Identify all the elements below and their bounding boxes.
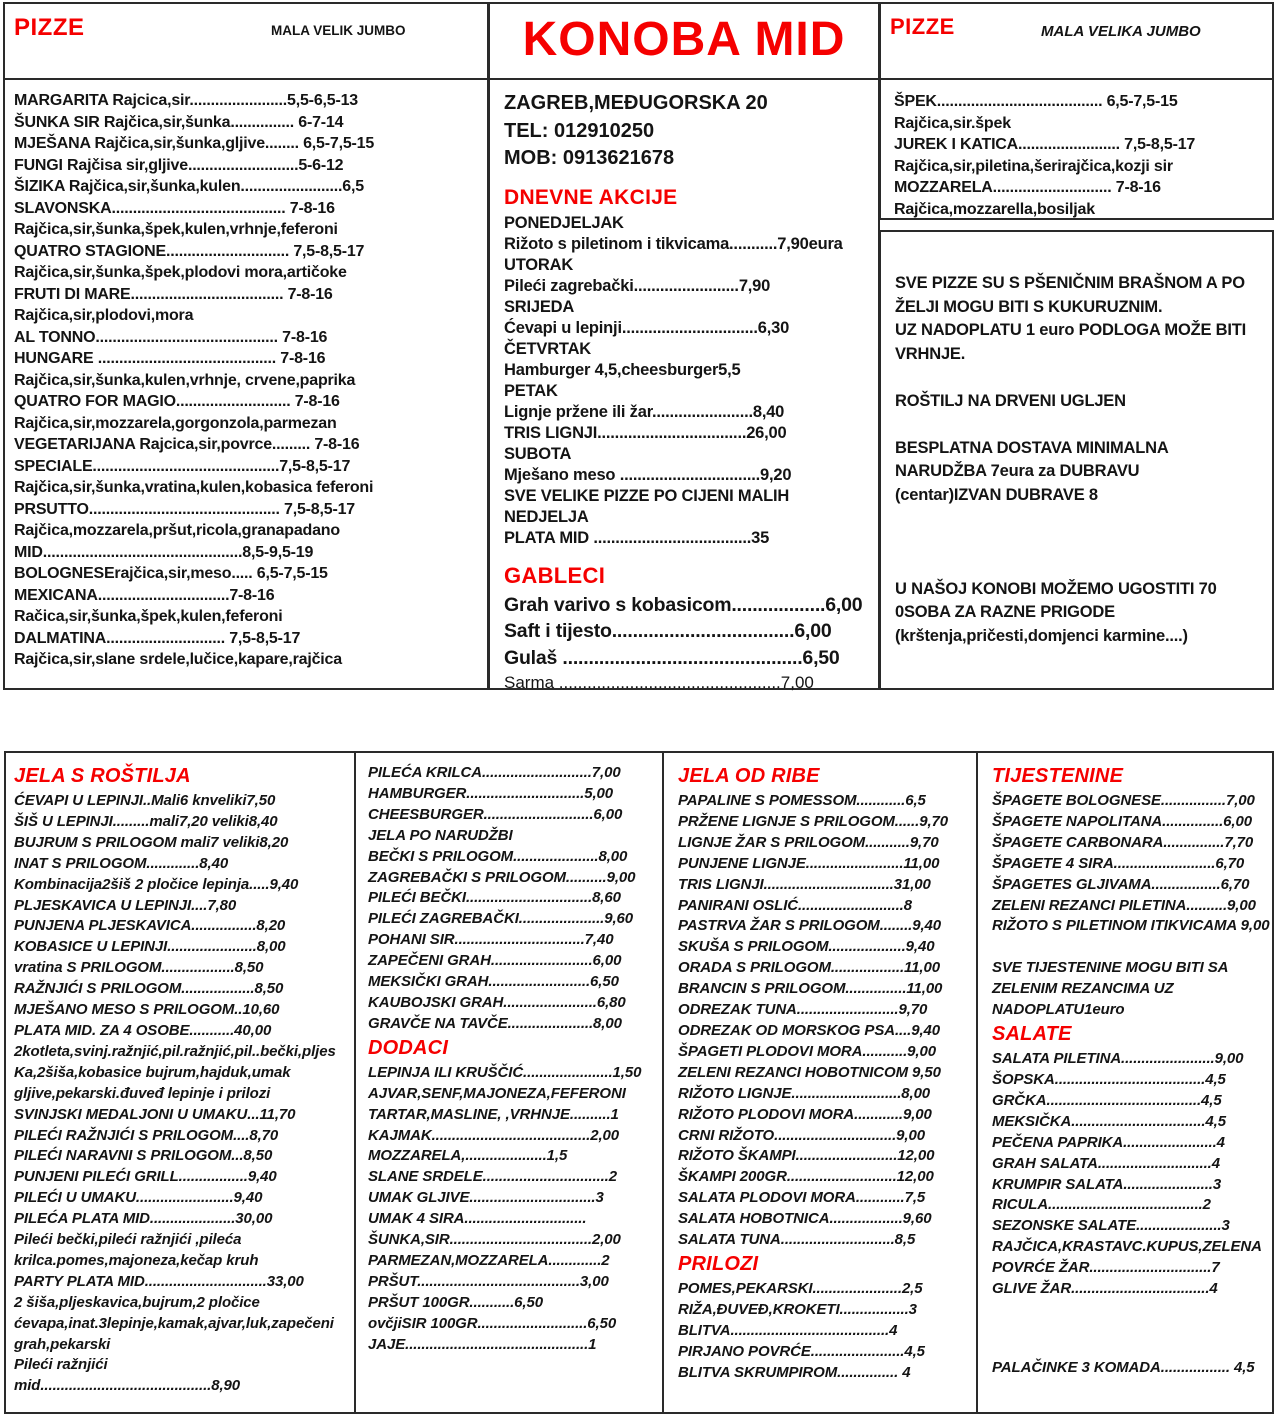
menu-line: BLITVA SKRUMPIROM............... 4 <box>678 1363 911 1381</box>
pancakes-line: PALAČINKE 3 KOMADA................. 4,5 <box>992 1358 1255 1376</box>
menu-line: PAPALINE S POMESSOM............6,5 <box>678 792 926 809</box>
menu-line: JUREK I KATICA........................ 7,5-8,5-17 <box>894 136 1196 153</box>
menu-line: ćevapa,inat.3lepinje,kamak,ajvar,luk,zapečeni <box>14 1314 334 1332</box>
menu-line: MOZZARELA............................ 7-8-16 <box>894 179 1161 196</box>
pizza-right-header <box>881 4 1272 80</box>
menu-line: BLITVA.......................................4 <box>678 1321 898 1339</box>
menu-line: SUBOTA <box>504 444 572 463</box>
menu-line: Gulaš ..............................................6,50 <box>504 646 840 669</box>
prilozi-list <box>678 1279 976 1384</box>
menu-line: PASTRVA ŽAR S PRILOGOM........9,40 <box>678 917 942 935</box>
menu-line: GLIVE ŽAR..................................4 <box>992 1280 1218 1298</box>
menu-line: PLATA MID ....................................35 <box>504 528 770 547</box>
orders-column <box>356 753 662 1412</box>
prilozi-title: PRILOZI <box>678 1252 759 1275</box>
menu-line: SRIJEDA <box>504 297 575 316</box>
pizza-right-box <box>879 2 1274 220</box>
grill-column <box>6 753 354 1412</box>
pizza-right-list <box>881 80 1272 220</box>
menu-line: QUATRO STAGIONE............................. 7,5-8,5-17 <box>14 242 365 260</box>
menu-line: HUNGARE .......................................... 7-8-16 <box>14 350 326 367</box>
menu-line: GRČKA......................................4,5 <box>992 1091 1222 1109</box>
menu-line: PLATA MID. ZA 4 OSOBE...........40,00 <box>14 1021 272 1039</box>
menu-line: POHANI SIR................................7,40 <box>368 931 614 949</box>
menu-line: RAŽNJIĆI S PRILOGOM..................8,50 <box>14 980 284 998</box>
menu-line: RIŽOTO ŠKAMPI.........................12,00 <box>678 1147 935 1165</box>
menu-line: SPECIALE............................................7,5-8,5-17 <box>14 457 351 475</box>
menu-line: MEKSIČKI GRAH.........................6,50 <box>368 973 619 991</box>
menu-line: GRAH SALATA............................4 <box>992 1154 1220 1172</box>
menu-line: MJEŠANO MESO S PRILOGOM..10,60 <box>14 1001 280 1019</box>
menu-line: PILEĆI NARAVNI S PRILOGOM...8,50 <box>14 1147 273 1165</box>
menu-line: Kombinacija2šiš 2 pločice lepinja.....9,40 <box>14 875 299 893</box>
menu-line: Saft i tijesto...................................6,00 <box>504 620 832 642</box>
menu-line: JAJE.............................................1 <box>368 1335 597 1353</box>
menu-line: LEPINJA ILI KRUŠČIĆ......................1,50 <box>368 1063 642 1081</box>
pizza-left-box <box>3 2 489 690</box>
menu-line: ŠIZIKA Rajčica,sir,šunka,kulen........................6,5 <box>14 178 364 195</box>
menu-line: MID...............................................8,5-9,5-19 <box>14 543 314 561</box>
fish-column <box>664 753 976 1412</box>
menu-line: GRAVČE NA TAVČE.....................8,00 <box>368 1014 622 1032</box>
gableci-title: GABLECI <box>504 562 606 588</box>
menu-line: Rajčica,sir,slane srdele,lučice,kapare,rajčica <box>14 651 342 668</box>
menu-line: Rajčica,sir,mozzarela,gorgonzola,parmezan <box>14 414 337 432</box>
menu-line: Rajčica,sir.špek <box>894 114 1011 132</box>
menu-line: PILEĆI BEČKI...............................8,60 <box>368 889 621 907</box>
menu-line: Hamburger 4,5,cheesburger5,5 <box>504 360 741 379</box>
menu-line: RIŽA,ĐUVEĐ,KROKETI.................3 <box>678 1300 917 1318</box>
dodaci-list <box>368 1063 662 1356</box>
menu-line: MOZZARELA,....................1,5 <box>368 1147 568 1165</box>
menu-line: KRUMPIR SALATA......................3 <box>992 1175 1222 1193</box>
menu-line: INAT S PRILOGOM.............8,40 <box>14 854 229 872</box>
menu-line: gljive,pekarski.đuveđ lepinje i prilozi <box>14 1084 271 1102</box>
menu-line: KAUBOJSKI GRAH.......................6,80 <box>368 993 626 1011</box>
orders-list <box>368 763 662 1035</box>
menu-line: SEZONSKE SALATE.....................3 <box>992 1217 1230 1235</box>
center-body <box>490 80 878 695</box>
menu-line: RIŽOTO PLODOVI MORA............9,00 <box>678 1105 932 1123</box>
menu-line: AJVAR,SENF,MAJONEZA,FEFERONI <box>368 1084 626 1102</box>
menu-line: ZELENIM REZANCIMA UZ <box>992 980 1174 998</box>
menu-line: ZELENI REZANCI HOBOTNICOM 9,50 <box>678 1063 941 1081</box>
info-text <box>881 232 1272 648</box>
menu-line: SALATA HOBOTNICA..................9,60 <box>678 1210 932 1228</box>
menu-line: ŠPAGETES GLJIVAMA.................6,70 <box>992 875 1250 893</box>
menu-line: (centar)IZVAN DUBRAVE 8 <box>895 485 1098 504</box>
menu-line: SKUŠA S PRILOGOM...................9,40 <box>678 938 935 956</box>
menu-line: PLJESKAVICA U LEPINJI....7,80 <box>14 896 237 914</box>
menu-line: krilca.pomes,majoneza,kečap kruh <box>14 1251 259 1269</box>
gableci-sarma-line: Sarma ...............................................7,00 <box>504 673 814 692</box>
menu-line: PONEDJELJAK <box>504 213 624 232</box>
menu-line: ŠPAGETE 4 SIRA.........................6,70 <box>992 854 1245 872</box>
menu-line: LIGNJE ŽAR S PRILOGOM...........9,70 <box>678 833 939 851</box>
menu-line: FRUTI DI MARE.................................... 7-8-16 <box>14 285 333 303</box>
menu-line: UMAK GLJIVE...............................3 <box>368 1189 604 1207</box>
menu-line: ŠUNKA SIR Rajčica,sir,šunka............... 6-7-14 <box>14 113 344 131</box>
menu-line: ovčjiSIR 100GR...........................6,50 <box>368 1314 617 1332</box>
menu-line: RIŽOTO S PILETINOM ITIKVICAMA 9,00 <box>992 917 1270 935</box>
menu-line: PUNJENE LIGNJE........................11,00 <box>678 854 940 872</box>
menu-line: SALATA TUNA............................8,5 <box>678 1231 916 1249</box>
menu-line: PETAK <box>504 381 558 400</box>
gableci-list <box>504 592 870 672</box>
salads-title: SALATE <box>992 1023 1072 1046</box>
menu-line: UZ NADOPLATU 1 euro PODLOGA MOŽE BITI <box>895 321 1247 339</box>
menu-line: ZELENI REZANCI PILETINA..........9,00 <box>992 896 1256 914</box>
grill-title: JELA S ROŠTILJA <box>14 765 191 787</box>
fish-list <box>678 791 976 1251</box>
menu-line: NADOPLATU1euro <box>992 1001 1125 1019</box>
menu-line: ZAPEČENI GRAH.........................6,00 <box>368 952 622 970</box>
menu-line: 2kotleta,svinj.ražnjić,pil.ražnjić,pil..bečki,pljes <box>14 1042 336 1060</box>
pasta-note <box>992 958 1276 1021</box>
pasta-column <box>978 753 1276 1412</box>
menu-line: NARUDŽBA 7eura za DUBRAVU <box>895 462 1140 480</box>
menu-line: QUATRO FOR MAGIO........................... 7-8-16 <box>14 393 340 410</box>
menu-line: POVRĆE ŽAR..............................7 <box>992 1259 1220 1277</box>
menu-line: ĆEVAPI U LEPINJI..Mali6 knveliki7,50 <box>14 792 276 809</box>
menu-line: BRANCIN S PRILOGOM...............11,00 <box>678 980 943 998</box>
menu-line: VRHNJE. <box>895 344 966 363</box>
pizza-left-list <box>5 80 487 671</box>
menu-line: grah,pekarski <box>14 1335 111 1353</box>
menu-line: SALATA PLODOVI MORA............7,5 <box>678 1189 926 1207</box>
menu-line: CHEESBURGER...........................6,00 <box>368 805 623 823</box>
menu-line: PRŽENE LIGNJE S PRILOGOM......9,70 <box>678 812 948 830</box>
menu-line: Rajčica,mozzarela,pršut,ricola,granapadano <box>14 522 340 539</box>
menu-line: Rajčica,mozzarella,bosiljak <box>894 200 1095 218</box>
bottom-table <box>4 751 1274 1414</box>
menu-line: PANIRANI OSLIĆ..........................8 <box>678 896 912 914</box>
info-box <box>879 230 1274 690</box>
pizza-left-header <box>5 4 487 80</box>
menu-line: POMES,PEKARSKI......................2,5 <box>678 1279 923 1297</box>
menu-line: RAJČICA,KRASTAVC.KUPUS,ZELENA <box>992 1238 1262 1256</box>
menu-line: BOLOGNESErajčica,sir,meso..... 6,5-7,5-15 <box>14 565 328 582</box>
fish-title: JELA OD RIBE <box>678 765 820 787</box>
address-block <box>504 90 870 173</box>
pizza-left-title: PIZZE <box>14 14 85 41</box>
menu-line: ODREZAK OD MORSKOG PSA....9,40 <box>678 1021 941 1039</box>
menu-line: ŠOPSKA.....................................4,5 <box>992 1070 1226 1088</box>
menu-line: PUNJENI PILEĆI GRILL.................9,40 <box>14 1168 277 1186</box>
menu-line: SVE VELIKE PIZZE PO CIJENI MALIH <box>504 486 790 505</box>
menu-line: KOBASICE U LEPINJI......................8,00 <box>14 938 286 956</box>
menu-line: CRNI RIŽOTO..............................9,00 <box>678 1126 925 1144</box>
menu-line: ODREZAK TUNA.........................9,70 <box>678 1001 928 1019</box>
menu-line: ŠPEK....................................... 6,5-7,5-15 <box>894 93 1178 110</box>
menu-line: JELA PO NARUDŽBI <box>368 826 513 844</box>
menu-line: PARMEZAN,MOZZARELA.............2 <box>368 1251 610 1269</box>
menu-line: Račica,sir,šunka,špek,kulen,feferoni <box>14 608 283 625</box>
menu-line: PEČENA PAPRIKA.......................4 <box>992 1133 1225 1151</box>
pizza-right-sizes-header: MALA VELIKA JUMBO <box>1041 23 1201 40</box>
menu-line: ŠIŠ U LEPINJI.........mali7,20 veliki8,40 <box>14 812 278 830</box>
menu-line: Lignje pržene ili žar.......................8,40 <box>504 402 785 421</box>
menu-line: ŽELJI MOGU BITI S KUKURUZNIM. <box>895 297 1163 316</box>
menu-line: MJEŠANA Rajčica,sir,šunka,gljive........ 6,5-7,5-15 <box>14 135 375 152</box>
menu-line: ŠPAGETE CARBONARA...............7,70 <box>992 833 1254 851</box>
menu-line: (krštenja,pričesti,domjenci karmine....) <box>895 626 1188 645</box>
menu-line: mid..........................................8,90 <box>14 1377 240 1395</box>
menu-line: PILEĆI U UMAKU........................9,40 <box>14 1189 263 1207</box>
menu-line: DALMATINA............................ 7,5-8,5-17 <box>14 629 301 647</box>
menu-line: Pileći ražnjići <box>14 1356 108 1374</box>
menu-line: ZAGREB,MEĐUGORSKA 20 <box>504 92 768 114</box>
menu-line: PILEĆI RAŽNJIĆI S PRILOGOM....8,70 <box>14 1126 279 1144</box>
menu-line: Pileći bečki,pileći ražnjići ,pileća <box>14 1231 242 1249</box>
menu-line: Pileći zagrebački........................7,90 <box>504 276 771 295</box>
salads-list <box>992 1049 1276 1300</box>
menu-line: U NAŠOJ KONOBI MOŽEMO UGOSTITI 70 <box>895 579 1217 598</box>
center-box <box>488 2 880 690</box>
restaurant-title: KONOBA MID <box>522 13 846 66</box>
menu-line: TARTAR,MASLINE, ,VRHNJE..........1 <box>368 1105 619 1123</box>
dodaci-title: DODACI <box>368 1036 449 1059</box>
menu-line: BEČKI S PRILOGOM.....................8,00 <box>368 847 628 865</box>
menu-line: Ćevapi u lepinji...............................6,30 <box>504 318 790 337</box>
menu-line: PRSUTTO............................................. 7,5-8,5-17 <box>14 500 355 518</box>
menu-line: UMAK 4 SIRA.............................. <box>368 1210 587 1228</box>
menu-line: ŠPAGETE BOLOGNESE................7,00 <box>992 792 1255 809</box>
menu-line: Grah varivo s kobasicom..................6,00 <box>504 593 863 616</box>
menu-line: Rižoto s piletinom i tikvicama...........7,90eura <box>504 234 843 253</box>
menu-line: ORADA S PRILOGOM..................11,00 <box>678 959 940 977</box>
menu-line: MOB: 0913621678 <box>504 147 675 169</box>
menu-line: TRIS LIGNJI................................31,00 <box>678 875 931 893</box>
menu-line: PILEĆA PLATA MID.....................30,00 <box>14 1210 273 1228</box>
menu-line: BESPLATNA DOSTAVA MINIMALNA <box>895 438 1169 457</box>
menu-line: Rajčica,sir,plodovi,mora <box>14 307 194 324</box>
menu-line: 2 šiša,pljeskavica,bujrum,2 pločice <box>14 1293 260 1311</box>
daily-specials-title: DNEVNE AKCIJE <box>504 185 678 209</box>
pasta-title: TIJESTENINE <box>992 765 1124 787</box>
menu-line: ŠKAMPI 200GR...........................12,00 <box>678 1168 934 1186</box>
pizza-left-sizes-header: MALA VELIK JUMBO <box>271 23 406 38</box>
pasta-list <box>992 791 1276 937</box>
menu-line: UTORAK <box>504 255 574 274</box>
menu-line: PILEĆI ZAGREBAČKI.....................9,60 <box>368 910 634 928</box>
menu-line: TEL: 012910250 <box>504 119 655 142</box>
menu-line: ČETVRTAK <box>504 339 592 358</box>
menu-line: Rajčica,sir,šunka,kulen,vrhnje, crvene,paprika <box>14 371 356 389</box>
menu-line: SVINJSKI MEDALJONI U UMAKU...11,70 <box>14 1105 296 1123</box>
menu-line: SVE TIJESTENINE MOGU BITI SA <box>992 959 1229 977</box>
menu-line: HAMBURGER.............................5,00 <box>368 784 614 802</box>
spacer <box>992 937 1276 958</box>
menu-line: TRIS LIGNJI..................................26,00 <box>504 423 787 442</box>
title-banner <box>490 4 878 80</box>
menu-line: SLANE SRDELE...............................2 <box>368 1168 617 1186</box>
menu-line: ŠUNKA,SIR...................................2,00 <box>368 1231 621 1249</box>
pizza-right-title: PIZZE <box>890 14 955 39</box>
menu-line: NEDJELJA <box>504 507 589 526</box>
grill-list <box>14 791 354 1397</box>
menu-line: PIRJANO POVRĆE.......................4,5 <box>678 1342 925 1360</box>
menu-line: 0SOBA ZA RAZNE PRIGODE <box>895 603 1115 621</box>
menu-line: PUNJENA PLJESKAVICA................8,20 <box>14 917 286 935</box>
menu-line: SVE PIZZE SU S PŠENIČNIM BRAŠNOM A PO <box>895 274 1245 292</box>
menu-line: RIŽOTO LIGNJE...........................8,00 <box>678 1084 931 1102</box>
menu-line: ZAGREBAČKI S PRILOGOM..........9,00 <box>368 868 636 886</box>
menu-line: ŠPAGETI PLODOVI MORA...........9,00 <box>678 1042 936 1060</box>
menu-line: SALATA PILETINA.......................9,00 <box>992 1050 1244 1068</box>
menu-line: MARGARITA Rajcica,sir.......................5,5-6,5-13 <box>14 92 358 109</box>
menu-line: PRŠUT 100GR...........6,50 <box>368 1293 543 1311</box>
menu-line: FUNGI Rajčisa sir,gljive..........................5-6-12 <box>14 156 344 174</box>
menu-line: Ka,2šiša,kobasice bujrum,hajduk,umak <box>14 1063 291 1081</box>
menu-line: PILEĆA KRILCA...........................7,00 <box>368 764 621 781</box>
menu-line: ROŠTILJ NA DRVENI UGLJEN <box>895 391 1126 410</box>
menu-line: Rajčica,sir,šunka,špek,kulen,vrhnje,feferoni <box>14 221 338 238</box>
menu-line: MEKSIČKA.................................4,5 <box>992 1112 1226 1130</box>
menu-line: SLAVONSKA......................................... 7-8-16 <box>14 199 335 217</box>
menu-line: MEXICANA...............................7-8-16 <box>14 586 275 604</box>
menu-line: PARTY PLATA MID..............................33,00 <box>14 1272 304 1290</box>
menu-line: RICULA......................................2 <box>992 1196 1211 1214</box>
menu-line: VEGETARIJANA Rajcica,sir,povrce......... 7-8-16 <box>14 436 360 453</box>
menu-line: Rajčica,sir,šunka,vratina,kulen,kobasica feferoni <box>14 479 374 496</box>
menu-line: Mješano meso ................................9,20 <box>504 465 792 484</box>
menu-line: ŠPAGETE NAPOLITANA...............6,00 <box>992 812 1252 830</box>
menu-line: BUJRUM S PRILOGOM mali7 veliki8,20 <box>14 833 289 851</box>
menu-line: Rajčica,sir,piletina,šerirajčica,kozji sir <box>894 157 1173 175</box>
menu-line: PRŠUT........................................3,00 <box>368 1272 609 1290</box>
menu-line: Rajčica,sir,šunka,špek,plodovi mora,artičoke <box>14 264 347 281</box>
menu-line: AL TONNO........................................... 7-8-16 <box>14 328 328 346</box>
daily-specials-list <box>504 213 870 549</box>
menu-line: vratina S PRILOGOM..................8,50 <box>14 959 264 977</box>
menu-line: KAJMAK.......................................2,00 <box>368 1126 619 1144</box>
